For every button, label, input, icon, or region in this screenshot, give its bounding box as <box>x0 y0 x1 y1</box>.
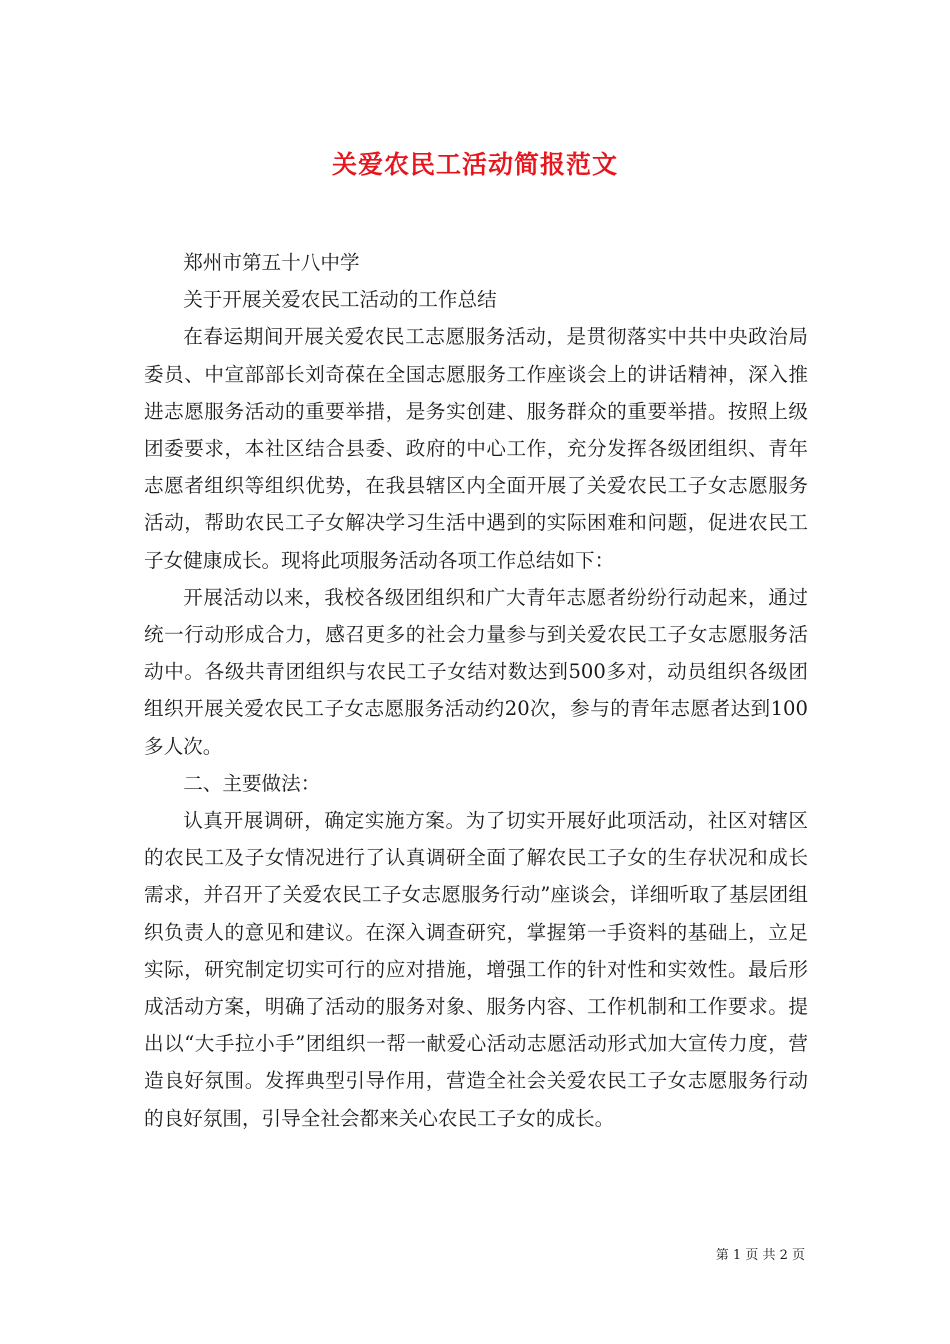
intro-paragraph: 在春运期间开展关爱农民工志愿服务活动，是贯彻落实中共中央政治局委员、中宣部部长刘奇葆在全国志愿服务工作座谈会上的讲话精神，深入推进志愿服务活动的重要举措，是务实创建、服务群众的重要举措。按照上级团委要求，本社区结合县委、政府的中心工作，充分发挥各级团组织、青年志愿者组织等组织优势，在我县辖区内全面开展了关爱农民工子女志愿服务活动，帮助农民工子女解决学习生活中遇到的实际困难和问题，促进农民工子女健康成长。现将此项服务活动各项工作总结如下： <box>144 325 808 572</box>
document-body <box>144 244 808 1137</box>
school-name-line: 郑州市第五十八中学 <box>183 251 360 274</box>
section-heading-methods: 二、主要做法： <box>183 771 321 795</box>
report-subtitle-line: 关于开展关爱农民工活动的工作总结 <box>183 288 497 312</box>
page-number-footer: 第 1 页 共 2 页 <box>715 1248 805 1263</box>
document-title: 关爱农民工活动简报范文 <box>331 149 618 179</box>
methods-paragraph: 认真开展调研，确定实施方案。为了切实开展好此项活动，社区对辖区的农民工及子女情况进行了认真调研全面了解农民工子女的生存状况和成长需求，并召开了关爱农民工子女志愿服务行动”座谈会，详细听取了基层团组织负责人的意见和建议。在深入调查研究，掌握第一手资料的基础上，立足实际，研究制定切实可行的应对措施，增强工作的针对性和实效性。最后形成活动方案，明确了活动的服务对象、服务内容、工作机制和工作要求。提出以“大手拉小手”团组织一帮一献爱心活动志愿活动形式加大宣传力度，营造良好氛围。发挥典型引导作用，营造全社会关爱农民工子女志愿服务行动的良好氛围，引导全社会都来关心农民工子女的成长。 <box>144 809 808 1130</box>
results-paragraph: 开展活动以来，我校各级团组织和广大青年志愿者纷纷行动起来，通过统一行动形成合力，感召更多的社会力量参与到关爱农民工子女志愿服务活动中。各级共青团组织与农民工子女结对数达到500多对，动员组织各级团组织开展关爱农民工子女志愿服务活动约20次，参与的青年志愿者达到100多人次。 <box>144 585 808 758</box>
